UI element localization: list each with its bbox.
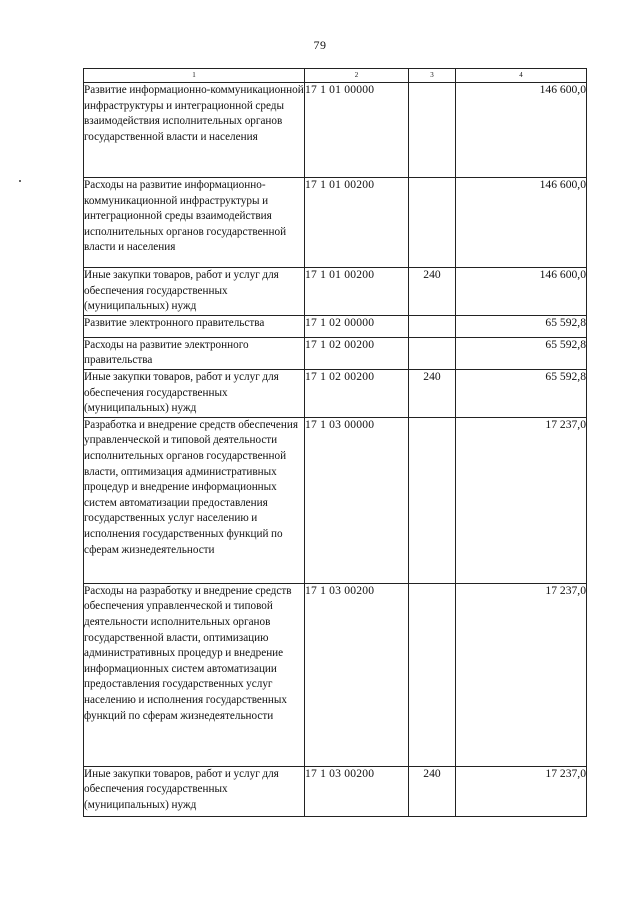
row-name: Иные закупки товаров, работ и услуг для обеспечения государственных (муниципальных) нужд	[84, 268, 305, 316]
row-code: 17 1 02 00200	[305, 337, 409, 369]
table-row	[84, 83, 587, 178]
row-amount: 146 600,0	[456, 178, 587, 268]
scan-artifact-dot	[19, 180, 21, 182]
table-row	[84, 583, 587, 766]
row-amount: 65 592,8	[456, 315, 587, 337]
row-expense-type	[409, 315, 456, 337]
row-expense-type: 240	[409, 369, 456, 417]
row-code: 17 1 02 00200	[305, 369, 409, 417]
row-code: 17 1 02 00000	[305, 315, 409, 337]
row-expense-type	[409, 178, 456, 268]
row-expense-type	[409, 417, 456, 583]
budget-table	[83, 68, 587, 817]
row-code: 17 1 01 00200	[305, 178, 409, 268]
row-code: 17 1 01 00000	[305, 83, 409, 178]
row-code: 17 1 03 00000	[305, 417, 409, 583]
table-header-row	[84, 69, 587, 83]
row-amount: 146 600,0	[456, 83, 587, 178]
row-amount: 65 592,8	[456, 337, 587, 369]
row-name: Расходы на развитие информационно-коммуникационной инфраструктуры и интеграционной среды взаимодействия исполнительных органов государственной власти и населения	[84, 178, 305, 268]
column-header-1: 1	[84, 69, 305, 83]
table-row	[84, 369, 587, 417]
row-amount: 17 237,0	[456, 583, 587, 766]
column-header-2: 2	[305, 69, 409, 83]
column-header-4: 4	[456, 69, 587, 83]
table-row	[84, 178, 587, 268]
row-name: Развитие информационно-коммуникационной инфраструктуры и интеграционной среды взаимодействия исполнительных органов государственной власти и населения	[84, 83, 305, 178]
table-row	[84, 315, 587, 337]
page-number: 79	[313, 38, 327, 52]
row-name: Развитие электронного правительства	[84, 315, 305, 337]
row-expense-type: 240	[409, 766, 456, 816]
row-amount: 17 237,0	[456, 417, 587, 583]
column-header-3: 3	[409, 69, 456, 83]
row-expense-type: 240	[409, 268, 456, 316]
row-amount: 17 237,0	[456, 766, 587, 816]
row-expense-type	[409, 583, 456, 766]
row-code: 17 1 01 00200	[305, 268, 409, 316]
table-row	[84, 268, 587, 316]
table-row	[84, 766, 587, 816]
row-name: Расходы на развитие электронного правительства	[84, 337, 305, 369]
table-row	[84, 337, 587, 369]
row-amount: 146 600,0	[456, 268, 587, 316]
row-name: Расходы на разработку и внедрение средств обеспечения управленческой и типовой деятельности исполнительных органов государственной власти, оптимизацию административных процедур и внедрение информационных систем автоматизации предоставления государственных услуг населению и исполнения государственных функций по сферам жизнедеятельности	[84, 583, 305, 766]
row-amount: 65 592,8	[456, 369, 587, 417]
row-name: Иные закупки товаров, работ и услуг для обеспечения государственных (муниципальных) нужд	[84, 766, 305, 816]
row-code: 17 1 03 00200	[305, 583, 409, 766]
row-expense-type	[409, 337, 456, 369]
table-row	[84, 417, 587, 583]
row-code: 17 1 03 00200	[305, 766, 409, 816]
row-name: Разработка и внедрение средств обеспечения управленческой и типовой деятельности исполнительных органов государственной власти, оптимизация административных процедур и внедрение информационных систем автоматизации предоставления государственных услуг населению и исполнения государственных функций по сферам жизнедеятельности	[84, 417, 305, 583]
row-expense-type	[409, 83, 456, 178]
row-name: Иные закупки товаров, работ и услуг для обеспечения государственных (муниципальных) нужд	[84, 369, 305, 417]
